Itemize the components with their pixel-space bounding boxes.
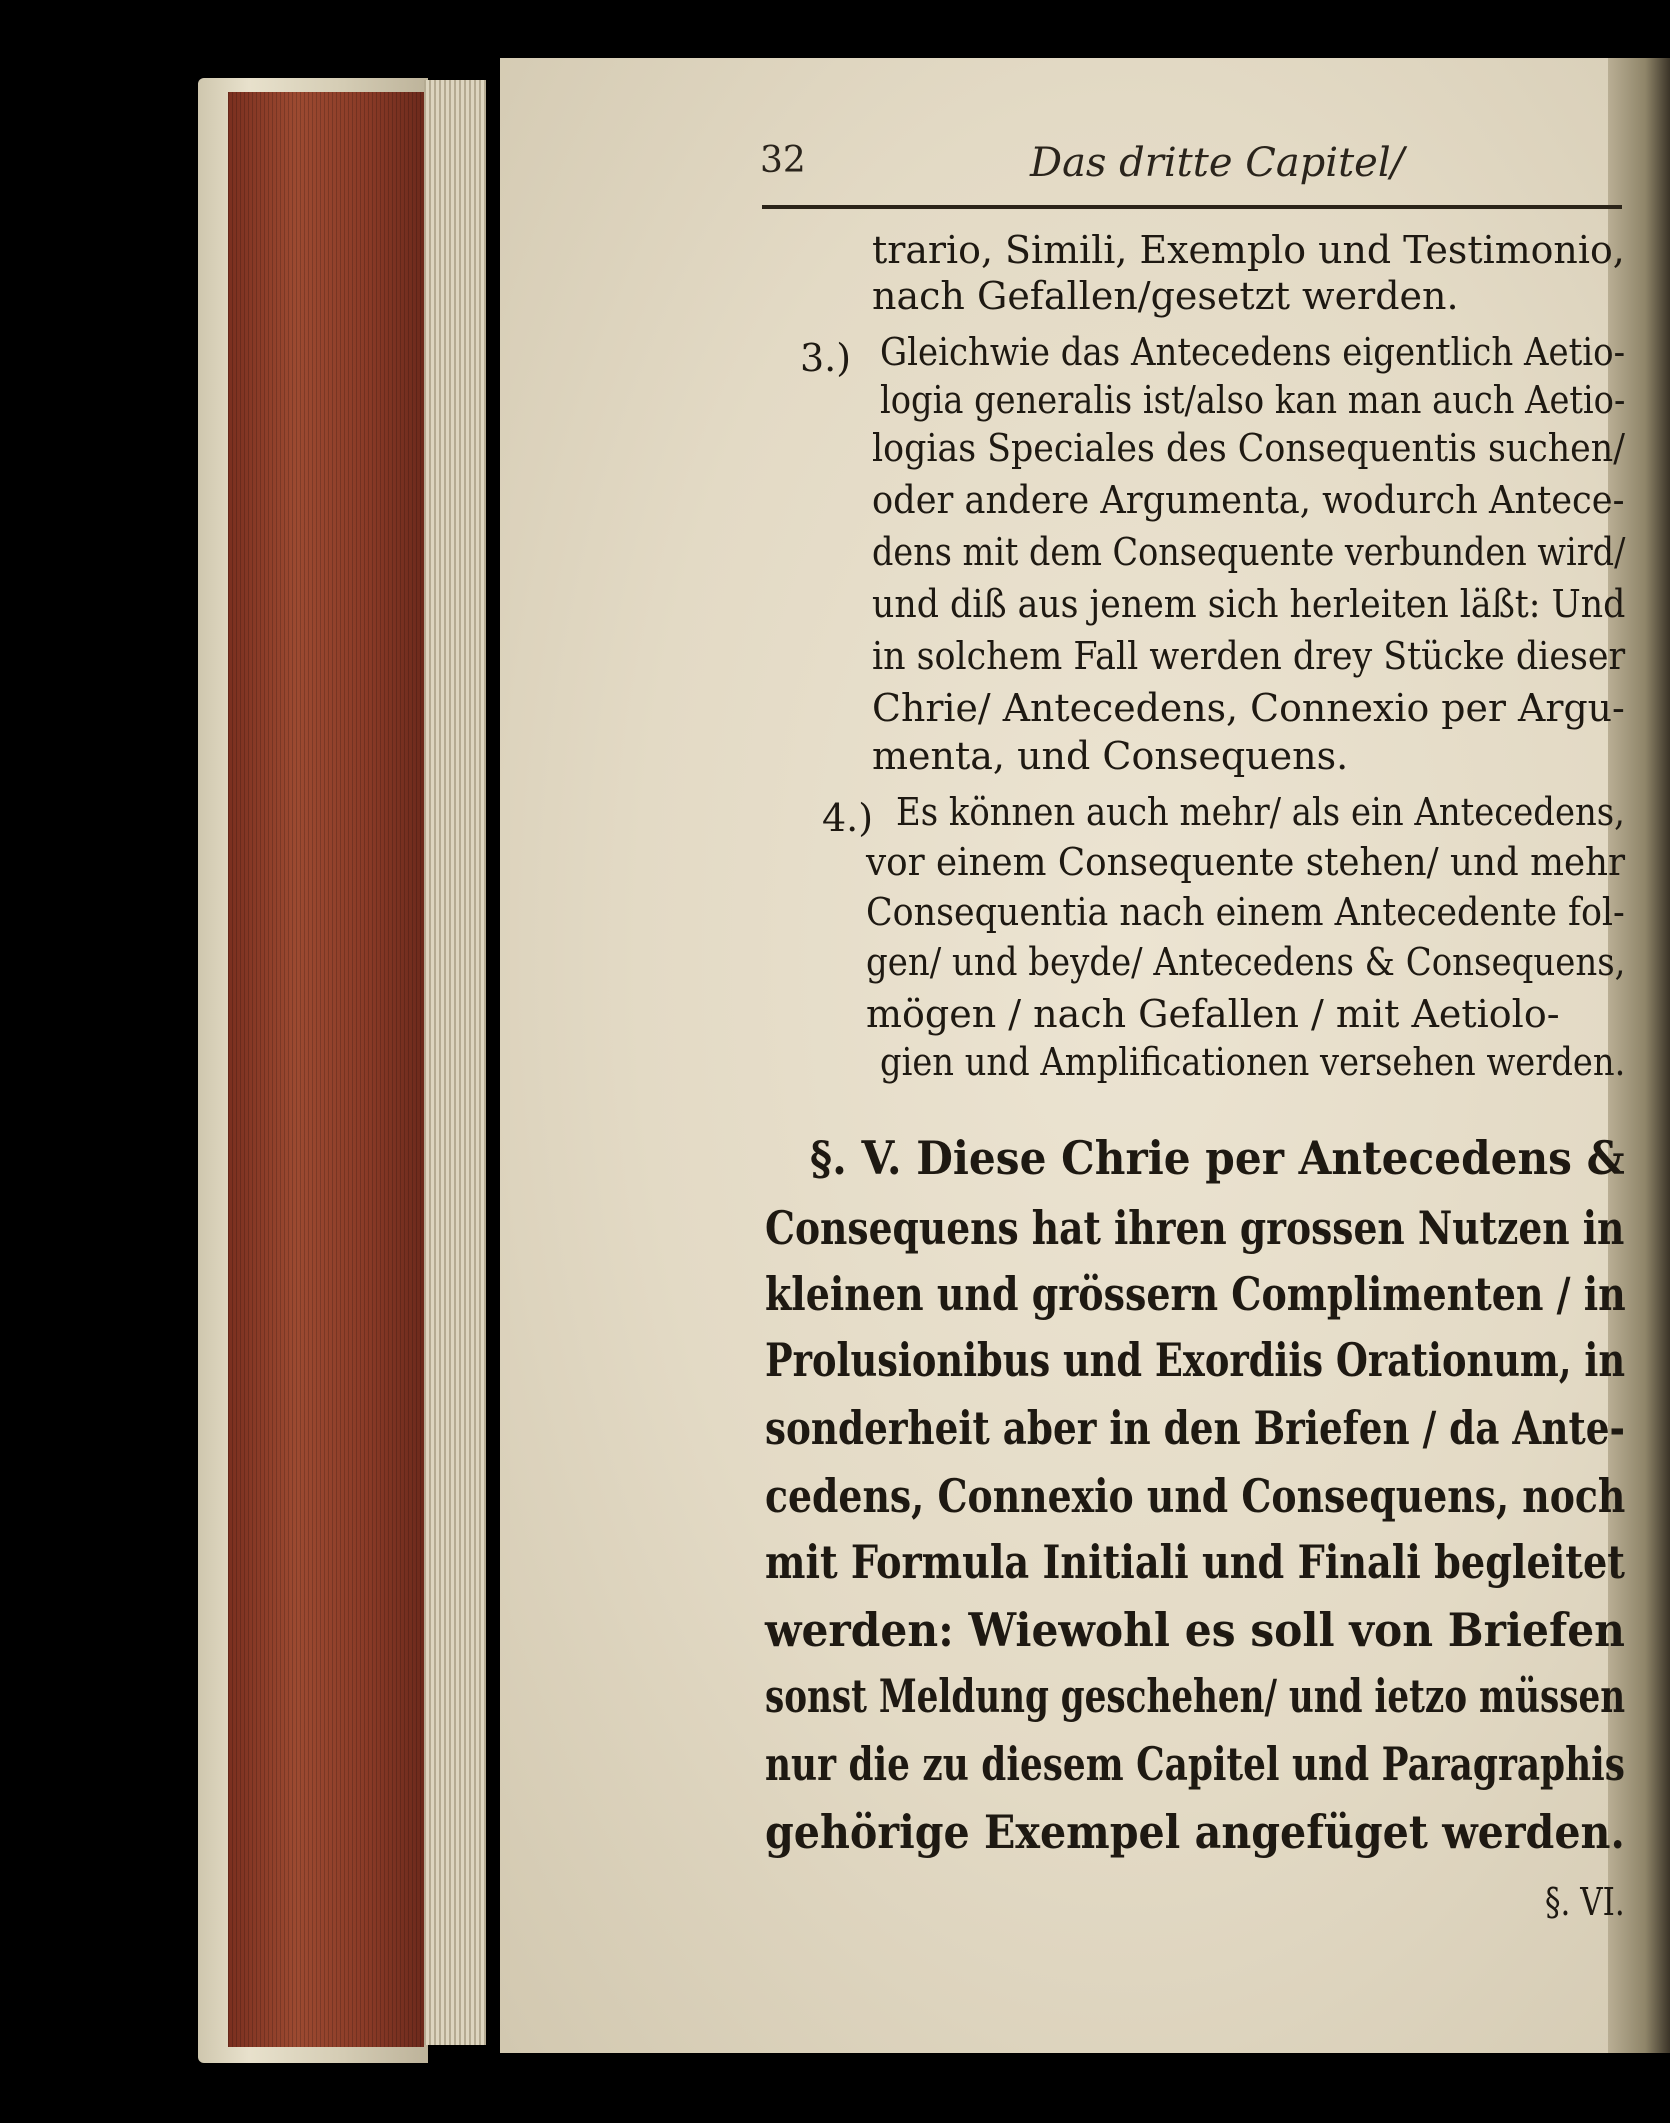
- text-line: oder andere Argumenta, wodurch Antece-: [872, 478, 1625, 522]
- text-line: Gleichwie das Antecedens eigentlich Aetio-: [880, 330, 1626, 374]
- text-line: logia generalis ist/also kan man auch Aetio-: [880, 378, 1626, 422]
- section-line: werden: Wiewohl es soll von Briefen: [765, 1603, 1625, 1657]
- stacked-leaves: [424, 80, 486, 2045]
- text-line: mögen / nach Gefallen / mit Aetiolo-: [866, 992, 1560, 1036]
- text-line: gen/ und beyde/ Antecedens & Consequens,: [866, 940, 1626, 984]
- header-rule: [762, 205, 1622, 209]
- page-number: 32: [760, 140, 806, 181]
- text-line: logias Speciales des Consequentis suchen/: [872, 426, 1625, 470]
- catchword: §. VI.: [1545, 1880, 1625, 1924]
- section-line: mit Formula Initiali und Finali begleitet: [765, 1535, 1625, 1589]
- text-line: gien und Amplificationen versehen werden.: [880, 1040, 1626, 1084]
- running-title: Das dritte Capitel/: [1030, 140, 1405, 186]
- text-line: und diß aus jenem sich herleiten läßt: Und: [872, 582, 1626, 626]
- text-line: nach Gefallen/gesetzt werden.: [872, 274, 1459, 318]
- section-line: cedens, Connexio und Consequens, noch: [765, 1469, 1626, 1523]
- section-line: gehörige Exempel angefüget werden.: [765, 1805, 1625, 1859]
- section-line: sonderheit aber in den Briefen / da Ante-: [765, 1401, 1625, 1455]
- section-line: Consequens hat ihren grossen Nutzen in: [765, 1201, 1625, 1255]
- text-line: dens mit dem Consequente verbunden wird/: [872, 530, 1626, 574]
- text-line: trario, Simili, Exemplo und Testimonio,: [872, 228, 1625, 272]
- text-line: Chrie/ Antecedens, Connexio per Argu-: [872, 686, 1625, 730]
- section-line: Prolusionibus und Exordiis Orationum, in: [765, 1333, 1626, 1387]
- section-line: sonst Meldung geschehen/ und ietzo müssen: [765, 1669, 1626, 1723]
- list-marker-3: 3.): [800, 336, 852, 380]
- text-line: in solchem Fall werden drey Stücke dieser: [872, 634, 1626, 678]
- red-page-edges: [228, 92, 424, 2047]
- section-heading-line: §. V. Diese Chrie per Antecedens &: [810, 1131, 1625, 1185]
- section-line: kleinen und grössern Complimenten / in: [765, 1267, 1626, 1321]
- section-line: nur die zu diesem Capitel und Paragraphis: [765, 1737, 1625, 1791]
- text-line: menta, und Consequens.: [872, 734, 1349, 778]
- text-line: vor einem Consequente stehen/ und mehr: [866, 840, 1626, 884]
- list-marker-4: 4.): [822, 796, 874, 840]
- text-line: Consequentia nach einem Antecedente fol-: [866, 890, 1625, 934]
- text-line: Es können auch mehr/ als ein Antecedens,: [896, 790, 1625, 834]
